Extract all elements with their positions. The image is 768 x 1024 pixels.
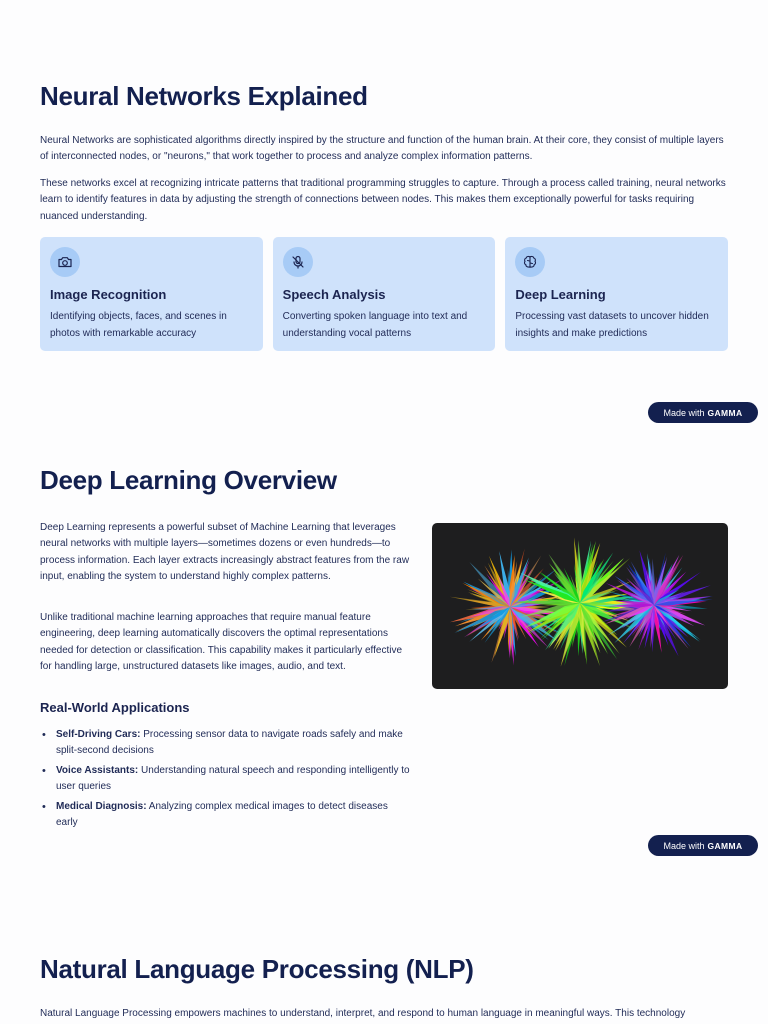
list-item [40,799,410,831]
feature-card-deep-learning [505,237,728,351]
brain-icon [515,247,545,277]
card-description: Converting spoken language into text and understanding vocal patterns [282,311,468,339]
deep-learning-detail-paragraph: Unlike traditional machine learning approaches that require manual feature engineering, deep learning automatically discovers the optimal representations needed for detection or classification. This capability makes it particularly effective for handling large, unstructured datasets like images, audio, and text. [40,612,403,672]
card-title: Speech Analysis [282,287,386,302]
list-item-label: Medical Diagnosis: [56,801,147,812]
section-title-nlp: Natural Language Processing (NLP) [40,954,474,984]
microphone-off-icon [283,247,313,277]
deep-learning-intro-paragraph: Deep Learning represents a powerful subset of Machine Learning that leverages neural networks with multiple layers—sometimes dozens or even hundreds—to process information. Each layer extracts increasingly abstract features from the raw input, enabling the system to understand highly complex patterns. [40,522,410,582]
section-title-neural-networks: Neural Networks Explained [40,81,368,111]
colorful-burst-graphic [432,523,728,689]
neural-networks-detail-paragraph: These networks excel at recognizing intricate patterns that traditional programming struggles to capture. Through a process called training, neural networks learn to identify features in data by adjusting the strength of connections between nodes. This makes them exceptionally powerful for tasks requiring nuanced understanding. [40,178,726,222]
nlp-intro-paragraph: Natural Language Processing empowers machines to understand, interpret, and respond to human language in meaningful ways. This technology [40,1008,686,1019]
list-item-label: Voice Assistants: [56,765,139,776]
applications-list [40,727,410,835]
badge-prefix: Made with [663,407,705,418]
list-item [40,763,410,795]
list-item-text: Analyzing complex medical images to detect diseases early [56,801,388,828]
list-item-text: Processing sensor data to navigate roads safely and make split-second decisions [56,729,403,756]
list-item-text: Understanding natural speech and responding intelligently to user queries [56,765,410,792]
list-item [40,727,410,759]
real-world-applications-heading: Real-World Applications [40,700,190,715]
camera-icon [50,247,80,277]
card-description: Identifying objects, faces, and scenes in photos with remarkable accuracy [50,311,227,339]
card-description: Processing vast datasets to uncover hidden insights and make predictions [515,311,709,339]
card-title: Deep Learning [515,287,606,302]
card-title: Image Recognition [50,287,167,302]
neural-networks-intro-paragraph: Neural Networks are sophisticated algorithms directly inspired by the structure and function of the human brain. At their core, they consist of multiple layers of interconnected nodes, or "neurons," that work together to process and analyze complex information patterns. [40,135,724,163]
feature-cards [40,237,728,351]
made-with-gamma-badge[interactable] [648,402,758,423]
made-with-gamma-badge[interactable] [648,835,758,856]
feature-card-speech-analysis [273,237,496,351]
neural-network-visualization-image [432,523,728,689]
badge-prefix: Made with [663,840,705,851]
section-title-deep-learning: Deep Learning Overview [40,465,337,495]
feature-card-image-recognition [40,237,263,351]
gamma-logo: GAMMA [707,840,743,851]
list-item-label: Self-Driving Cars: [56,729,141,740]
gamma-logo: GAMMA [707,407,743,418]
